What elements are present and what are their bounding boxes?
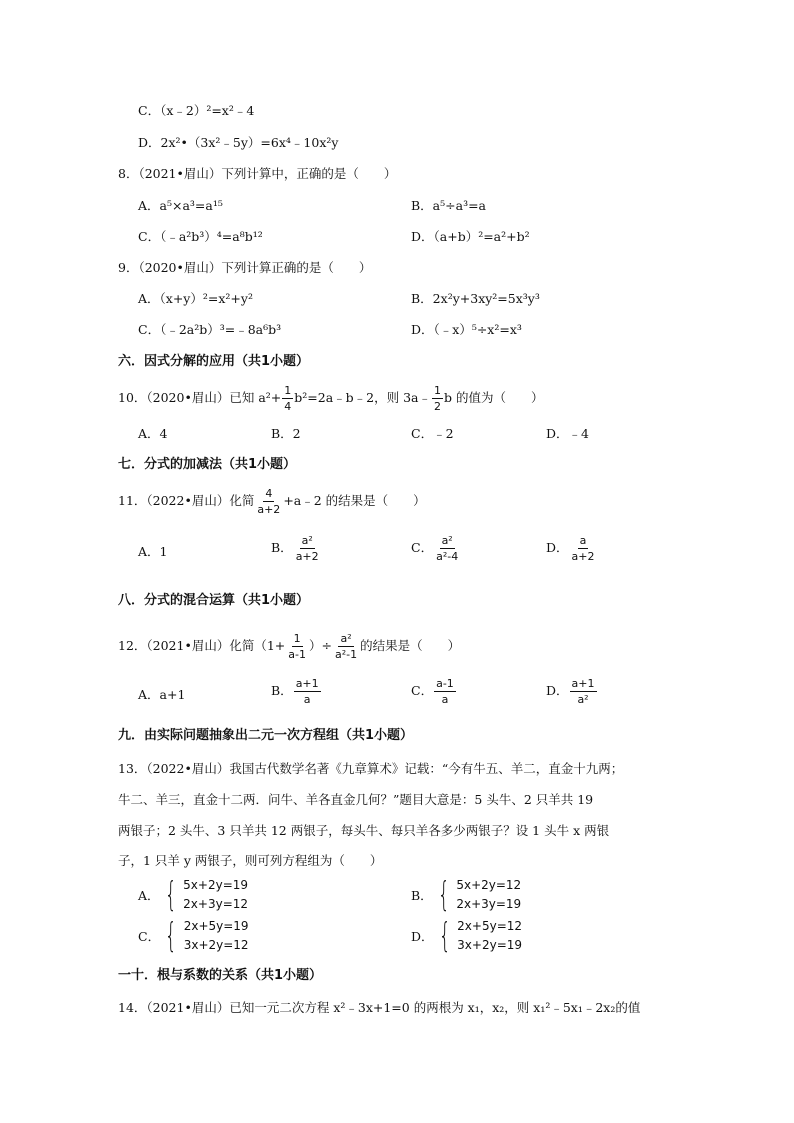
q8-option-c: C．（﹣a²b³）⁴=a⁸b¹²: [138, 229, 263, 244]
q11-stem: [118, 487, 426, 516]
q11-option-d-num: a: [579, 534, 587, 547]
q10-fraction-1: [282, 384, 293, 413]
q12-option-d-label: D．: [546, 683, 569, 698]
q13-line-2: 牛二、羊三，直金十二两．问牛、羊各直金几何？”题目大意是：5 头牛、2 只羊共 19: [118, 792, 594, 807]
q12-fraction-2: [333, 632, 359, 661]
section-heading-7: 七．分式的加减法（共1小题）: [118, 457, 297, 472]
q10-fraction-1-den: 4: [284, 400, 292, 413]
q12-option-b-den: a: [303, 693, 311, 706]
q10-stem: [118, 384, 543, 413]
q12-fraction-1: [286, 632, 308, 661]
q10-stem-pre: 10．（2020•眉山）已知 a²+: [118, 390, 282, 405]
q10-stem-post: b 的值为（ ）: [444, 390, 544, 405]
q13-option-a-eq2: 2x+3y=12: [183, 897, 249, 911]
q11-fraction-num: 4: [265, 487, 273, 500]
q12-option-a: A．a+1: [138, 687, 186, 702]
q10-fraction-2: [432, 384, 443, 413]
q9-stem: 9．（2020•眉山）下列计算正确的是（ ）: [118, 260, 372, 275]
q13-option-b-label: B．: [411, 888, 433, 903]
q11-option-b-label: B．: [271, 540, 293, 555]
q11-option-d-den: a+2: [571, 550, 595, 563]
q12-stem-mid: ）÷: [309, 638, 332, 653]
q12-option-b-fraction: [294, 677, 321, 706]
q13-option-b-eq2: 2x+3y=19: [456, 897, 522, 911]
q11-option-c-den: a²-4: [436, 550, 459, 563]
q13-option-d-eq1: 2x+5y=12: [457, 919, 523, 933]
q10-fraction-2-num: 1: [434, 384, 441, 397]
q13-option-c-eq1: 2x+5y=19: [183, 919, 249, 933]
q9-option-b: B．2x²y+3xy²=5x³y³: [411, 291, 540, 306]
q7-option-c: C．（x﹣2）²=x²﹣4: [138, 103, 255, 118]
q11-option-b: [271, 534, 322, 563]
q13-option-a: [138, 876, 248, 914]
q10-stem-mid: b²=2a﹣b﹣2，则 3a﹣: [294, 390, 431, 405]
q12-option-d-den: a²: [577, 693, 589, 706]
q11-fraction-den: a+2: [257, 503, 281, 516]
q12-option-d-num: a+1: [571, 677, 595, 690]
q11-option-c-label: C．: [411, 540, 434, 555]
q12-option-c-num: a-1: [436, 677, 454, 690]
q7-option-d: D．2x²•（3x²﹣5y）=6x⁴﹣10x²y: [138, 135, 339, 150]
q12-fraction-1-den: a-1: [288, 648, 306, 661]
q13-line-4: 子，1 只羊 y 两银子，则可列方程组为（ ）: [118, 853, 383, 868]
q12-option-c-den: a: [441, 693, 449, 706]
q10-option-b: B．2: [271, 426, 301, 441]
q9-option-c: C．（﹣2a²b）³=﹣8a⁶b³: [138, 322, 282, 337]
q11-option-a: A．1: [138, 544, 168, 559]
q10-fraction-2-den: 2: [434, 400, 441, 413]
q13-option-a-eq1: 5x+2y=19: [183, 878, 249, 892]
q11-option-b-fraction: [294, 534, 321, 563]
q13-option-b: [411, 876, 521, 914]
q13-option-c: [138, 917, 249, 955]
q13-option-c-system: [160, 917, 249, 955]
q8-option-d: D．（a+b）²=a²+b²: [411, 229, 530, 244]
q13-option-b-system: [433, 876, 522, 914]
q10-option-d: D．﹣4: [546, 426, 589, 441]
q13-line-3: 两银子；2 头牛、3 只羊共 12 两银子，每头牛、每只羊各多少两银子？设 1 头牛 x 两银: [118, 823, 610, 838]
q13-option-a-label: A．: [138, 888, 160, 903]
q13-option-a-system: [160, 876, 249, 914]
q11-option-c: [411, 534, 461, 563]
q12-stem: [118, 632, 460, 661]
q12-fraction-2-den: a²-1: [334, 648, 358, 661]
q11-option-c-fraction: [434, 534, 460, 563]
q12-option-c-fraction: [434, 677, 456, 706]
q13-option-c-eq2: 3x+2y=12: [183, 938, 249, 952]
q12-option-c-label: C．: [411, 683, 434, 698]
q13-option-d-eq2: 3x+2y=19: [457, 938, 523, 952]
q12-option-b: [271, 677, 322, 706]
q8-option-a: A．a⁵×a³=a¹⁵: [138, 198, 223, 213]
q9-option-a: A．（x+y）²=x²+y²: [138, 291, 253, 306]
q9-option-d: D．（﹣x）⁵÷x²=x³: [411, 322, 522, 337]
brace-icon: {: [437, 875, 450, 915]
q11-option-d-label: D．: [546, 540, 569, 555]
q12-stem-post: 的结果是（ ）: [360, 638, 461, 653]
section-heading-9: 九．由实际问题抽象出二元一次方程组（共1小题）: [118, 728, 414, 743]
q12-stem-pre: 12．（2021•眉山）化简（1+: [118, 638, 286, 653]
q12-fraction-2-num: a²: [340, 632, 352, 645]
q12-option-d-fraction: [570, 677, 597, 706]
q11-option-d: [546, 534, 598, 563]
q11-option-c-num: a²: [441, 534, 453, 547]
q13-option-b-eq1: 5x+2y=12: [456, 878, 522, 892]
q11-stem-post: +a﹣2 的结果是（ ）: [283, 493, 426, 508]
q13-line-1: 13．（2022•眉山）我国古代数学名著《九章算术》记载：“今有牛五、羊二，直金十九两；: [118, 761, 624, 776]
q11-stem-pre: 11．（2022•眉山）化简: [118, 493, 255, 508]
section-heading-10: 一十．根与系数的关系（共1小题）: [118, 968, 323, 983]
q12-option-b-label: B．: [271, 683, 293, 698]
q11-option-b-num: a²: [301, 534, 313, 547]
q8-stem: 8．（2021•眉山）下列计算中，正确的是（ ）: [118, 166, 397, 181]
q10-fraction-1-num: 1: [284, 384, 292, 397]
q12-option-c: [411, 677, 457, 706]
section-heading-8: 八．分式的混合运算（共1小题）: [118, 593, 310, 608]
q13-option-d: [411, 917, 522, 955]
brace-icon: {: [438, 916, 451, 956]
q11-option-d-fraction: [570, 534, 597, 563]
q8-option-b: B．a⁵÷a³=a: [411, 198, 487, 213]
q13-option-c-label: C．: [138, 929, 161, 944]
q10-option-a: A．4: [138, 426, 168, 441]
q11-fraction: [255, 487, 282, 516]
q13-option-d-system: [434, 917, 523, 955]
q12-fraction-1-num: 1: [293, 632, 301, 645]
brace-icon: {: [164, 916, 177, 956]
section-heading-6: 六．因式分解的应用（共1小题）: [118, 354, 310, 369]
q13-option-d-label: D．: [411, 929, 434, 944]
q11-option-b-den: a+2: [295, 550, 319, 563]
q12-option-d: [546, 677, 598, 706]
brace-icon: {: [164, 875, 177, 915]
q10-option-c: C．﹣2: [411, 426, 454, 441]
q12-option-b-num: a+1: [295, 677, 319, 690]
q14-line-1: 14．（2021•眉山）已知一元二次方程 x²﹣3x+1=0 的两根为 x₁，x₂，则 x₁²﹣5x₁﹣2x₂的值: [118, 1000, 641, 1015]
